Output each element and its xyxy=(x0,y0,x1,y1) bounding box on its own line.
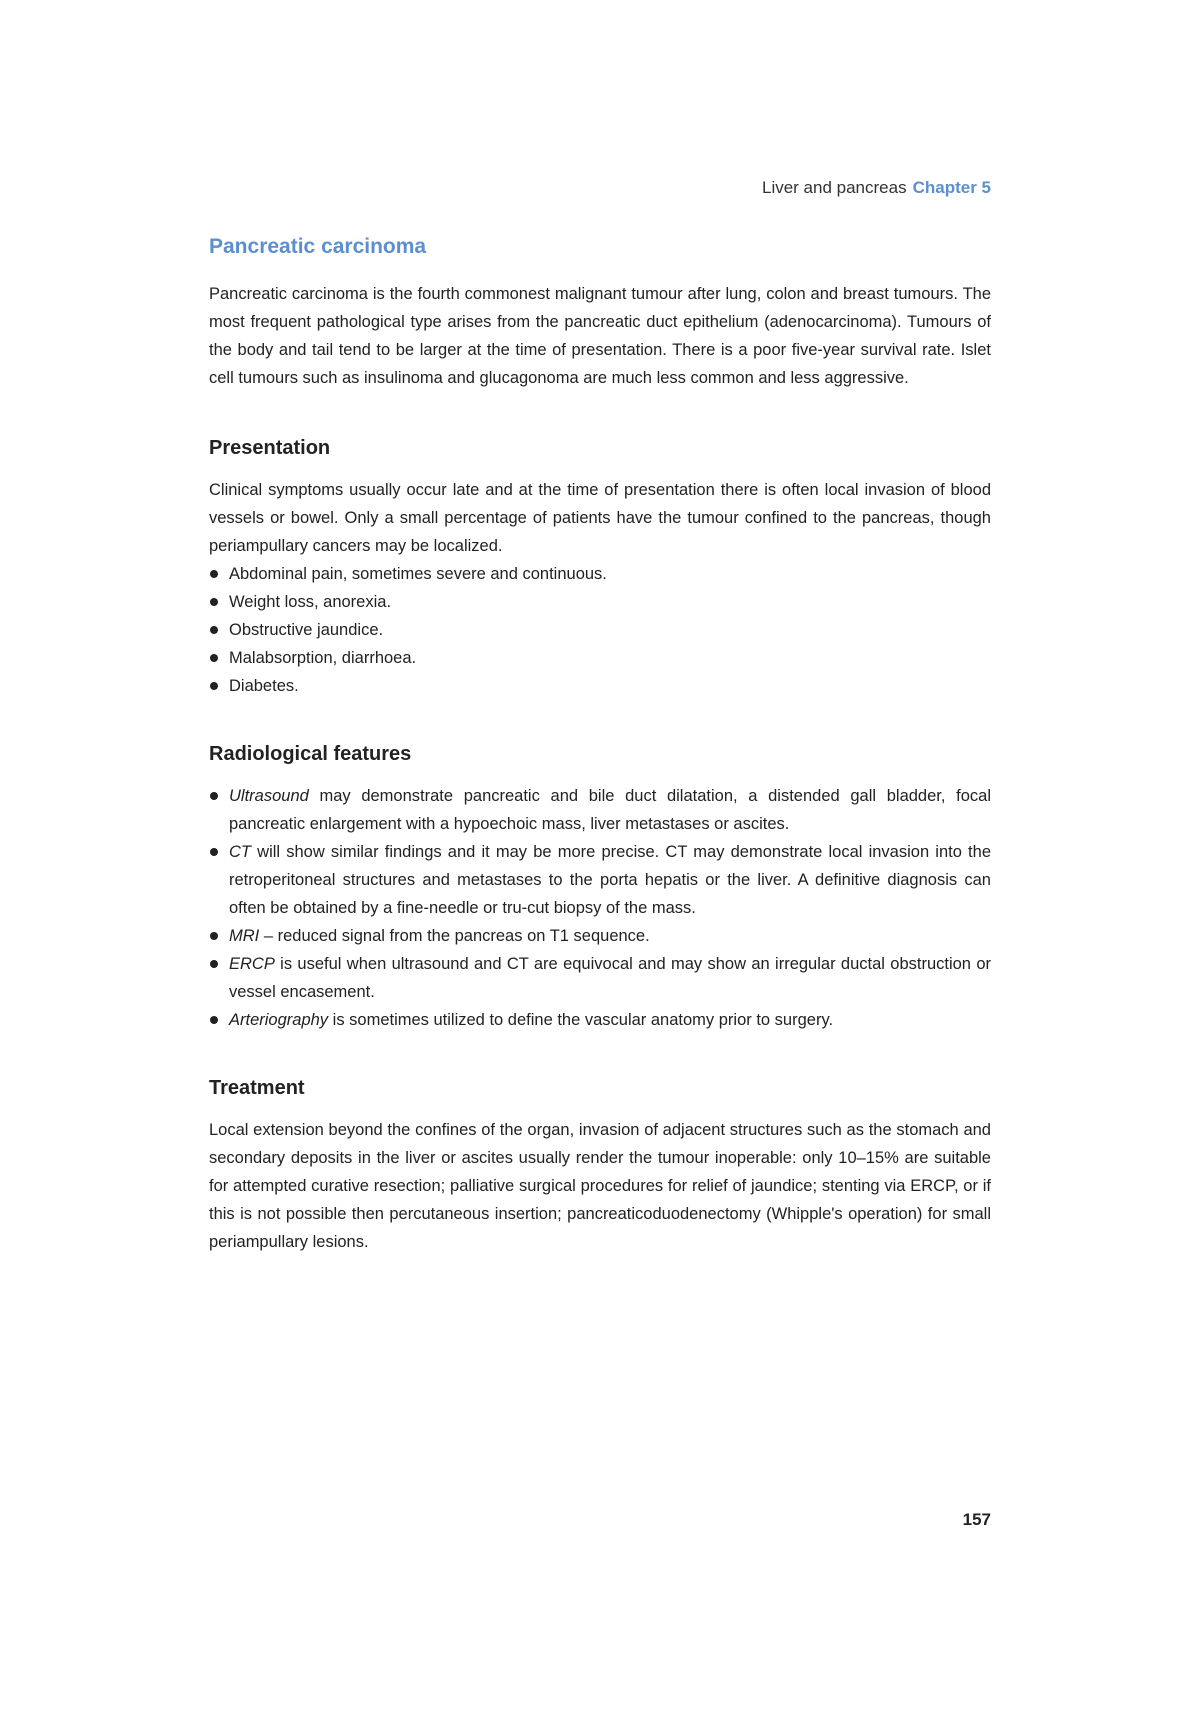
bullet-icon xyxy=(210,626,218,634)
running-head xyxy=(762,178,991,198)
bullet-icon xyxy=(210,792,218,800)
radiological-list xyxy=(209,782,991,1034)
section-title: Pancreatic carcinoma xyxy=(209,235,427,258)
list-item: ERCP is useful when ultrasound and CT are equivocal and may show an irregular ductal obstruction or vessel encasement. xyxy=(209,950,991,1006)
modality-term: CT xyxy=(229,843,251,861)
page-content xyxy=(209,232,991,1256)
list-item: Diabetes. xyxy=(209,672,991,700)
running-head-text: Liver and pancreas xyxy=(761,178,907,197)
treatment-paragraph: Local extension beyond the confines of the organ, invasion of adjacent structures such as the stomach and secondary deposits in the liver or ascites usually render the tumour inoperable: only 10–15% are suitable for attempted curative resection; palliative surgical procedures for relief of jaundice; stenting via ERCP, or if this is not possible then percutaneous insertion; pancreaticoduodenectomy (Whipple's operation) for small periampullary lesions. xyxy=(209,1121,991,1251)
modality-term: ERCP xyxy=(229,955,275,973)
presentation-paragraph: Clinical symptoms usually occur late and at the time of presentation there is often local invasion of blood vessels or bowel. Only a small percentage of patients have the tumour confined to the pancreas, though periampullary cancers may be localized. xyxy=(209,481,991,555)
list-item: CT will show similar findings and it may be more precise. CT may demonstrate local invasion into the retroperitoneal structures and metastases to the porta hepatis or the liver. A definitive diagnosis can often be obtained by a fine-needle or tru-cut biopsy of the mass. xyxy=(209,838,991,922)
presentation-list xyxy=(209,560,991,700)
intro-paragraph: Pancreatic carcinoma is the fourth commonest malignant tumour after lung, colon and breast tumours. The most frequent pathological type arises from the pancreatic duct epithelium (adenocarcinoma). Tumours of the body and tail tend to be larger at the time of presentation. There is a poor five-year survival rate. Islet cell tumours such as insulinoma and glucagonoma are much less common and less aggressive. xyxy=(209,285,991,387)
modality-term: Ultrasound xyxy=(229,787,309,805)
bullet-icon xyxy=(210,682,218,690)
bullet-icon xyxy=(210,570,218,578)
modality-term: Arteriography xyxy=(229,1011,329,1029)
radiological-heading: Radiological features xyxy=(209,743,412,765)
treatment-heading: Treatment xyxy=(209,1077,305,1099)
list-item: Abdominal pain, sometimes severe and continuous. xyxy=(209,560,991,588)
presentation-heading: Presentation xyxy=(209,437,331,459)
bullet-icon xyxy=(210,932,218,940)
list-item: Ultrasound may demonstrate pancreatic and bile duct dilatation, a distended gall bladder, focal pancreatic enlargement with a hypoechoic mass, liver metastases or ascites. xyxy=(209,782,991,838)
bullet-icon xyxy=(210,848,218,856)
bullet-icon xyxy=(210,598,218,606)
list-item: Weight loss, anorexia. xyxy=(209,588,991,616)
bullet-icon xyxy=(210,960,218,968)
chapter-label: Chapter 5 xyxy=(912,178,991,197)
page-number: 157 xyxy=(962,1510,991,1529)
bullet-icon xyxy=(210,1016,218,1024)
list-item: MRI – reduced signal from the pancreas on T1 sequence. xyxy=(209,922,991,950)
list-item: Arteriography is sometimes utilized to define the vascular anatomy prior to surgery. xyxy=(209,1006,991,1034)
list-item: Malabsorption, diarrhoea. xyxy=(209,644,991,672)
modality-term: MRI xyxy=(229,927,260,945)
list-item: Obstructive jaundice. xyxy=(209,616,991,644)
bullet-icon xyxy=(210,654,218,662)
